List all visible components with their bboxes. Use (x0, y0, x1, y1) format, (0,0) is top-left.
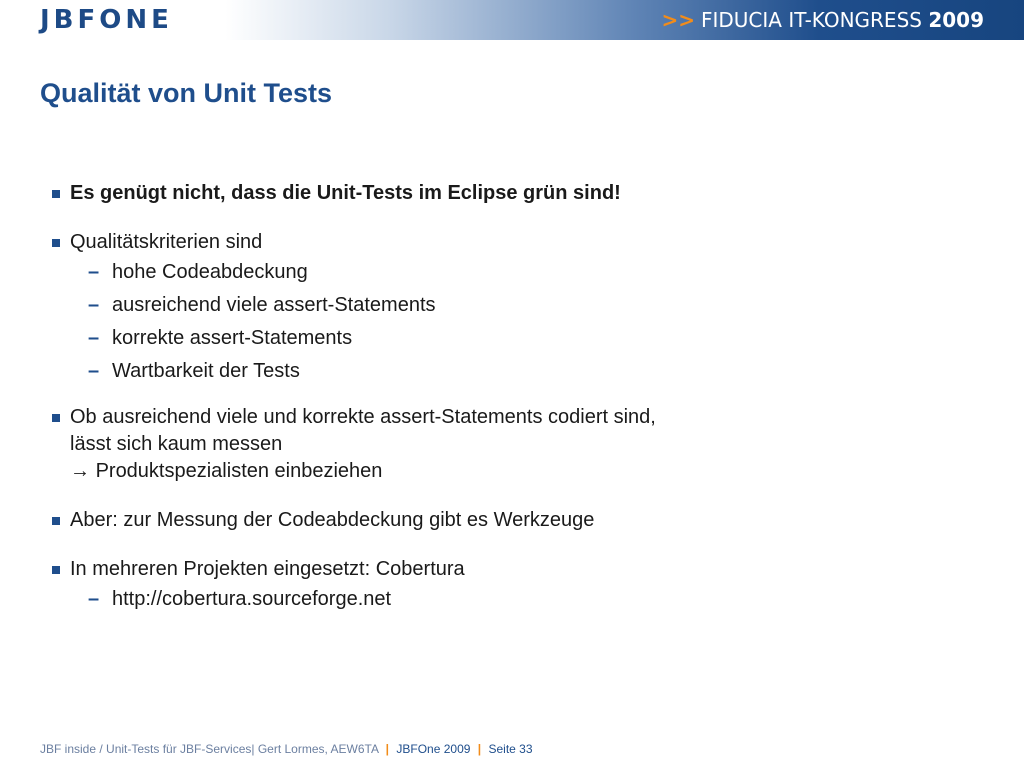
dash-icon: – (88, 360, 100, 382)
sub-bullet-item (50, 322, 950, 355)
square-bullet-icon (52, 190, 60, 198)
logo-text: JBFONE (40, 5, 173, 35)
jbfone-logo (40, 6, 173, 34)
bullet-item (50, 404, 950, 485)
conclusion-text: Produktspezialisten einbeziehen (95, 460, 383, 482)
dash-icon: – (88, 327, 100, 349)
congress-banner (661, 6, 984, 34)
bullet-text: Aber: zur Messung der Codeabdeckung gibt es Werkzeuge (70, 509, 595, 531)
dash-icon: – (88, 588, 100, 610)
bullet-conclusion (70, 458, 950, 485)
right-arrow-icon: → (70, 460, 90, 482)
square-bullet-icon (52, 239, 60, 247)
footer-middle: JBFOne 2009 (396, 742, 471, 756)
footer (40, 742, 533, 756)
bullet-text: Qualitätskriterien sind (70, 231, 263, 253)
bullet-item (50, 229, 950, 256)
square-bullet-icon (52, 414, 60, 422)
sub-bullet-item (50, 256, 950, 289)
congress-text: FIDUCIA IT-KONGRESS (700, 8, 922, 32)
dash-icon: – (88, 294, 100, 316)
sub-bullet-text: ausreichend viele assert-Statements (112, 294, 436, 316)
bullet-text: Ob ausreichend viele und korrekte assert-Statements codiert sind, (70, 406, 656, 428)
footer-left: JBF inside / Unit-Tests für JBF-Services| Gert Lormes, AEW6TA (40, 742, 379, 756)
bullet-item (50, 507, 950, 534)
sub-bullet-text: Wartbarkeit der Tests (112, 360, 300, 382)
link-text[interactable]: http://cobertura.sourceforge.net (112, 588, 392, 610)
square-bullet-icon (52, 566, 60, 574)
sub-bullet-item (50, 289, 950, 322)
bullet-text-continued: lässt sich kaum messen (70, 433, 283, 455)
dash-icon: – (88, 261, 100, 283)
header-banner (0, 0, 1024, 40)
sub-bullet-text: hohe Codeabdeckung (112, 261, 308, 283)
congress-year: 2009 (928, 8, 984, 32)
slide-title: Qualität von Unit Tests (40, 78, 333, 108)
slide-content (50, 180, 950, 616)
congress-arrows: >> (661, 8, 695, 32)
footer-page-number: Seite 33 (488, 742, 533, 756)
bullet-text: In mehreren Projekten eingesetzt: Cobertura (70, 558, 465, 580)
sub-bullet-text: korrekte assert-Statements (112, 327, 353, 349)
bullet-text: Es genügt nicht, dass die Unit-Tests im Eclipse grün sind! (70, 182, 621, 204)
sub-bullet-item (50, 583, 950, 616)
sub-bullet-item (50, 355, 950, 388)
bullet-item (50, 180, 950, 207)
bullet-item (50, 556, 950, 583)
square-bullet-icon (52, 517, 60, 525)
footer-separator: | (477, 742, 482, 756)
footer-separator: | (385, 742, 390, 756)
